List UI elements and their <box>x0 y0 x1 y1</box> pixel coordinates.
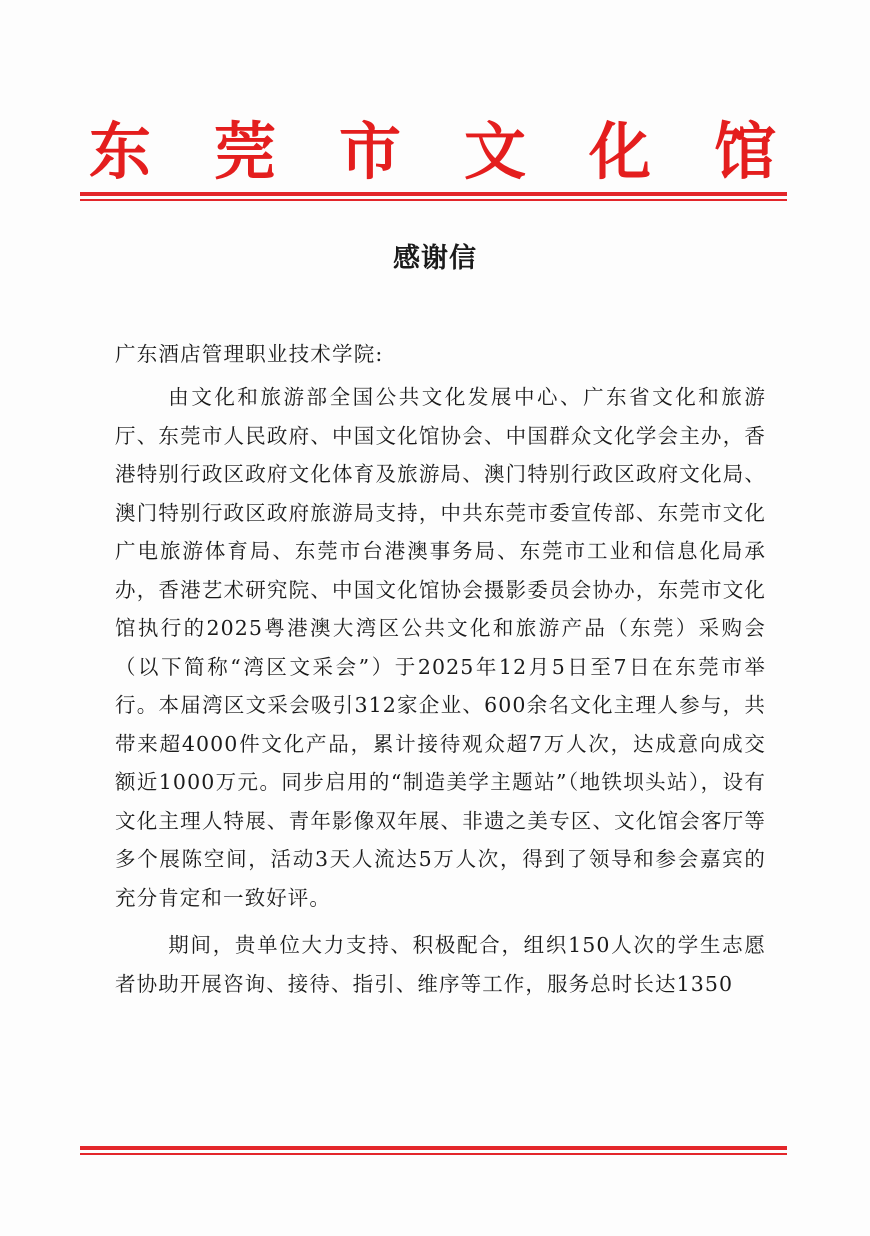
paragraph: 期间，贵单位大力支持、积极配合，组织150人次的学生志愿者协助开展咨询、接待、指引、维序等工作，服务总时长达1350 <box>115 933 766 996</box>
footer-rule-thick <box>80 1146 787 1150</box>
letter-body <box>115 378 766 1003</box>
header-rule-thin <box>80 199 787 201</box>
letterhead-char: 化 <box>588 115 651 188</box>
letterhead-char: 东 <box>88 115 151 188</box>
letterhead-char: 莞 <box>213 115 276 188</box>
header-rule-thick <box>80 192 787 196</box>
footer-rule-thin <box>80 1153 787 1155</box>
letter-title: 感谢信 <box>393 243 477 274</box>
letterhead-char: 市 <box>338 115 401 188</box>
letterhead-char: 馆 <box>713 115 776 188</box>
paragraph: 由文化和旅游部全国公共文化发展中心、广东省文化和旅游厅、东莞市人民政府、中国文化馆协会、中国群众文化学会主办，香港特别行政区政府文化体育及旅游局、澳门特别行政区政府文化局、澳门特别行政区政府旅游局支持，中共东莞市委宣传部、东莞市文化广电旅游体育局、东莞市台港澳事务局、东莞市工业和信息化局承办，香港艺术研究院、中国文化馆协会摄影委员会协办，东莞市文化馆执行的2025粤港澳大湾区公共文化和旅游产品（东莞）采购会（以下简称“湾区文采会”）于2025年12月5日至7日在东莞市举行。本届湾区文采会吸引312家企业、600余名文化主理人参与，共带来超4000件文化产品，累计接待观众超7万人次，达成意向成交额近1000万元。同步启用的“制造美学主题站”（地铁坝头站），设有文化主理人特展、青年影像双年展、非遗之美专区、文化馆会客厅等多个展陈空间，活动3天人流达5万人次，得到了领导和参会嘉宾的充分肯定和一致好评。 <box>115 385 766 910</box>
letterhead-char: 文 <box>463 115 526 188</box>
salutation: 广东酒店管理职业技术学院: <box>115 342 384 366</box>
letterhead <box>80 112 785 192</box>
